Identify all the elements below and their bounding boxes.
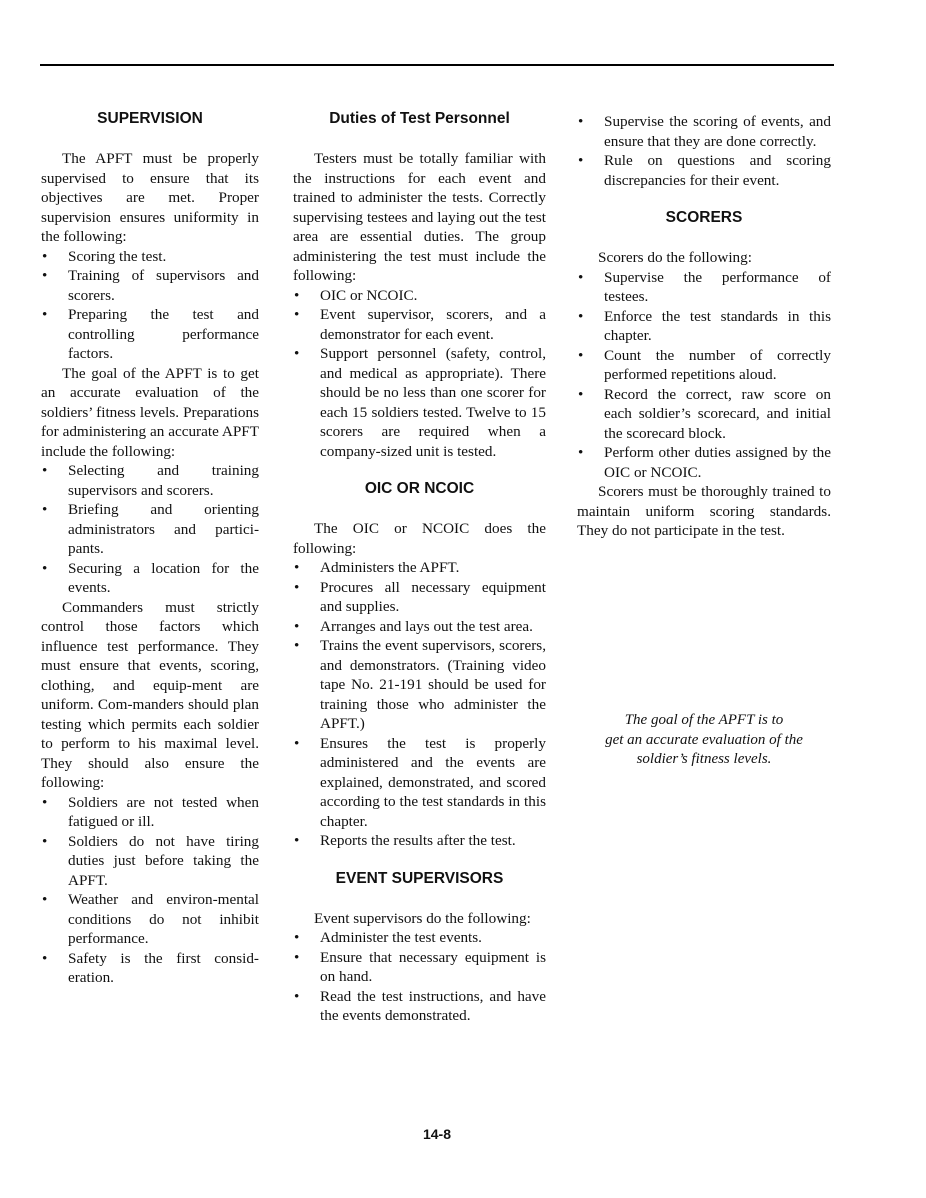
list-item: • Reports the results after the test. [293,831,546,851]
list-item: • Ensure that necessary equipment is on hand. [293,948,546,987]
list-item: • Arranges and lays out the test area. [293,617,546,637]
header-rule [40,64,834,66]
pull-quote-line: The goal of the APFT is to [624,712,784,728]
list-item: • Supervise the scoring of events, and ensure that they are done correctly. [577,112,831,151]
list-item: • Support personnel (safety, control, and medical as appropriate). There should be no less than one scorer for each 15 soldiers tested. Twelve to 15 scorers are required when a company-sized unit is tested. [293,344,546,461]
column-3 [577,112,831,541]
pull-quote [577,711,831,770]
list-item: • Soldiers do not have tiring duties just before taking the APFT. [41,832,259,891]
paragraph: Scorers must be thoroughly trained to maintain uniform scoring standards. They do not participate in the test. [577,483,831,539]
list-item: • Count the number of correctly performed repetitions aloud. [577,346,831,385]
paragraph: Commanders must strictly control those factors which influence test performance. They must ensure that events, scoring, clothing, and equip-ment are uniform. Com-manders should plan testing which permits each soldier to perform to his maximal level. They should also ensure the following: [41,598,259,791]
bullet-list [577,112,831,190]
list-item: • Supervise the performance of testees. [577,268,831,307]
paragraph: Scorers do the following: [598,249,752,266]
list-item: • Scoring the test. [41,247,259,267]
heading-supervision: SUPERVISION [97,110,203,127]
bullet-list [41,793,259,988]
list-item: • Securing a location for the events. [41,559,259,598]
list-item: • Ensures the test is properly administered and the events are explained, demonstrated, and scored according to the test standards in this chapter. [293,734,546,832]
paragraph: The APFT must be properly supervised to ensure that its objectives are met. Proper supervision ensures uniformity in the following: [41,150,259,245]
list-item: • Selecting and training supervisors and scorers. [41,461,259,500]
list-item: • Training of supervisors and scorers. [41,266,259,305]
heading-scorers: SCORERS [665,209,743,226]
bullet-list [41,247,259,364]
list-item: • Administers the APFT. [293,558,546,578]
paragraph: Event supervisors do the following: [314,909,531,927]
list-item: • Perform other duties assigned by the OIC or NCOIC. [577,443,831,482]
list-item: • Preparing the test and controlling performance factors. [41,305,259,364]
bullet-list [293,286,546,462]
paragraph: The goal of the APFT is to get an accurate evaluation of the soldiers’ fitness levels. Preparations for administering an accurate APFT include the following: [41,364,259,460]
list-item: • Enforce the test standards in this chapter. [577,307,831,346]
list-item: • Administer the test events. [293,928,546,948]
list-item: • Read the test instructions, and have the events demonstrated. [293,987,546,1026]
list-item: • Trains the event supervisors, scorers, and demonstrators. (Training video tape No. 21-191 should be used for training those who administer the APFT.) [293,636,546,734]
pull-quote-line: soldier’s fitness levels. [636,751,772,767]
bullet-list [293,558,546,851]
bullet-list [577,268,831,483]
list-item: • Weather and environ-mental conditions do not inhibit performance. [41,890,259,949]
heading-event-supervisors: EVENT SUPERVISORS [335,869,504,887]
page-number: 14-8 [422,1126,452,1142]
list-item: • Procures all necessary equipment and supplies. [293,578,546,617]
list-item: • Soldiers are not tested when fatigued or ill. [41,793,259,832]
paragraph: Testers must be totally familiar with the instructions for each event and trained to administer the tests. Correctly supervising testees and laying out the test area are essential duties. The group administering the test must include the following: [293,150,546,284]
pull-quote-line: get an accurate evaluation of the [605,731,803,748]
heading-oic-or-ncoic: OIC OR NCOIC [364,480,475,497]
list-item: • Safety is the first consid-eration. [41,949,259,988]
list-item: • Record the correct, raw score on each soldier’s scorecard, and initial the scorecard block. [577,385,831,444]
heading-duties-of-test-personnel: Duties of Test Personnel [329,110,510,127]
bullet-list [293,928,546,1026]
column-1 [41,100,259,988]
column-2 [293,100,546,1026]
list-item: • Briefing and orienting administrators and partici-pants. [41,500,259,559]
bullet-list [41,461,259,598]
list-item: • Event supervisor, scorers, and a demonstrator for each event. [293,305,546,344]
list-item: • Rule on questions and scoring discrepancies for their event. [577,151,831,190]
paragraph: The OIC or NCOIC does the following: [293,520,546,557]
list-item: • OIC or NCOIC. [293,286,546,306]
